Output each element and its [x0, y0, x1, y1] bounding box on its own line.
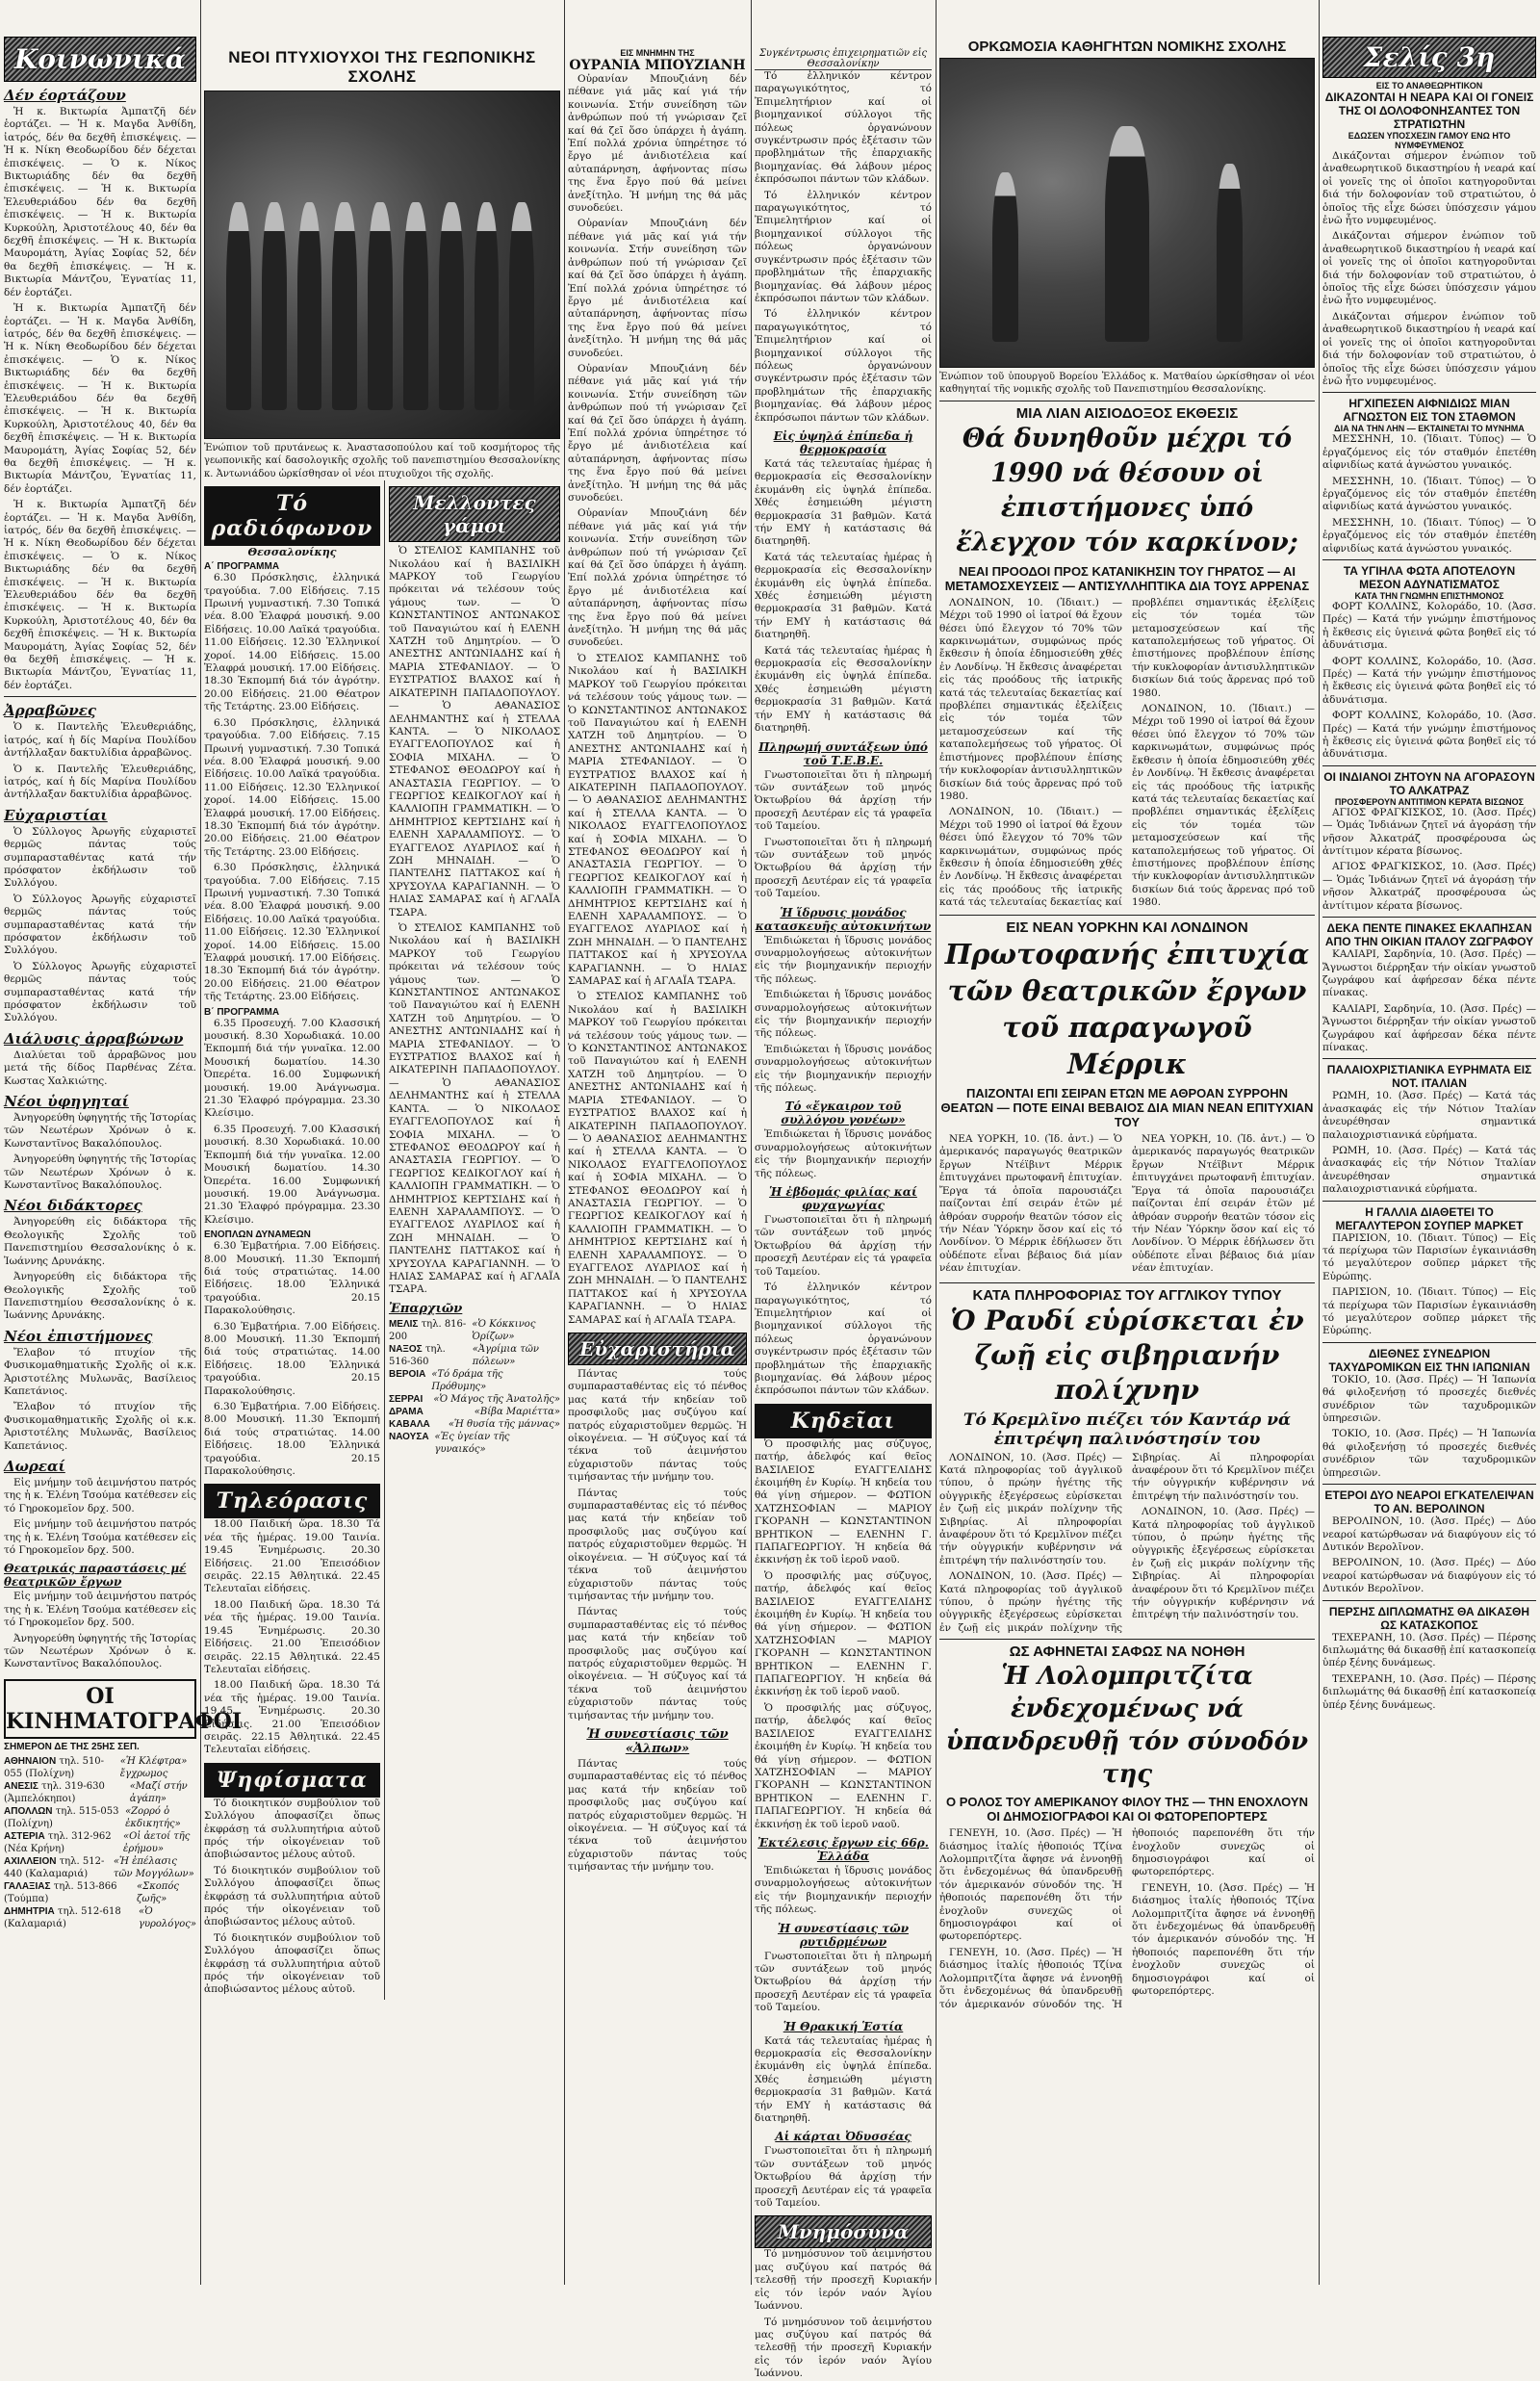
- radio-program-a: 6.30 Πρόσκλησις, ἑλληνικά τραγούδια. 7.00 Εἰδήσεις. 7.15 Πρωινή γυμναστική. 7.30 Τοπικά νέα. 8.00 Ἑλαφρά μουσική. 9.00 Εἰδήσεις. 10.00 Λαϊκά τραγούδια. 11.00 Εἰδήσεις. 12.30 Ἑλληνικοί χοροί. 14.00 Εἰδήσεις. 15.00 Ἑλαφρά μουσική. 17.00 Εἰδήσεις. 18.30 Ἐκπομπή διά τόν ἀγρότην. 20.00 Εἰδήσεις. 21.00 Θέατρον τῆς Τετάρτης. 23.00 Εἰδήσεις. 6.30 Πρόσκλησις, ἑλληνικά τραγούδια. 7.00 Εἰδήσεις. 7.15 Πρωινή γυμναστική. 7.30 Τοπικά νέα. 8.00 Ἑλαφρά μουσική. 9.00 Εἰδήσεις. 10.00 Λαϊκά τραγούδια. 11.00 Εἰδήσεις. 12.30 Ἑλληνικοί χοροί. 14.00 Εἰδήσεις. 15.00 Ἑλαφρά μουσική. 17.00 Εἰδήσεις. 18.30 Ἐκπομπή διά τόν ἀγρότην. 20.00 Εἰδήσεις. 21.00 Θέατρον τῆς Τετάρτης. 23.00 Εἰδήσεις. 6.30 Πρόσκλησις, ἑλληνικά τραγούδια. 7.00 Εἰδήσεις. 7.15 Πρωινή γυμναστική. 7.30 Τοπικά νέα. 8.00 Ἑλαφρά μουσική. 9.00 Εἰδήσεις. 10.00 Λαϊκά τραγούδια. 11.00 Εἰδήσεις. 12.30 Ἑλληνικοί χοροί. 14.00 Εἰδήσεις. 15.00 Ἑλαφρά μουσική. 17.00 Εἰδήσεις. 18.30 Ἐκπομπή διά τόν ἀγρότην. 20.00 Εἰδήσεις. 21.00 Θέατρον τῆς Τετάρτης. 23.00 Εἰδήσεις.: [204, 572, 380, 1003]
- tv-text: 18.00 Παιδική ὥρα. 18.30 Τά νέα τῆς ἡμέρας. 19.00 Ταινία. 19.45 Ἐνημέρωσις. 20.30 Εἰδήσεις. 21.00 Ἐπεισόδιον σειρᾶς. 22.15 Ἀθλητικά. 22.45 Τελευταῖαι εἰδήσεις. 18.00 Παιδική ὥρα. 18.30 Τά νέα τῆς ἡμέρας. 19.00 Ταινία. 19.45 Ἐνημέρωσις. 20.30 Εἰδήσεις. 21.00 Ἐπεισόδιον σειρᾶς. 22.15 Ἀθλητικά. 22.45 Τελευταῖαι εἰδήσεις. 18.00 Παιδική ὥρα. 18.30 Τά νέα τῆς ἡμέρας. 19.00 Ταινία. 19.45 Ἐνημέρωσις. 20.30 Εἰδήσεις. 21.00 Ἐπεισόδιον σειρᾶς. 22.15 Ἀθλητικά. 22.45 Τελευταῖαι εἰδήσεις.: [204, 1518, 380, 1756]
- meeting-headline: Συγκέντρωσις ἐπιχειρηματιῶν εἰς Θεσσαλονίκην: [755, 48, 932, 70]
- graduates-photo: [204, 91, 560, 439]
- radio-banner: Τό ραδιόφωνον: [204, 486, 380, 546]
- story2-kicker: ΕΙΣ ΝΕΑΝ ΥΟΡΚΗΝ ΚΑΙ ΛΟΝΔΙΝΟΝ: [1006, 919, 1248, 937]
- friendship-week-headline: Ἡ ἐβδομάς φιλίας καί φυχαγωγίας: [769, 1185, 917, 1213]
- obituary-title: ΟΥΡΑΝΙΑ ΜΠΟΥΖΙΑΝΗ: [569, 58, 746, 73]
- cards-text: Γνωστοποιεῖται ὅτι ἡ πληρωμή τῶν συντάξεων τοῦ μηνός Ὀκτωβρίου θά ἀρχίσῃ τήν προσεχῆ Δευτέραν εἰς τά γραφεῖα τοῦ Ταμείου.: [755, 2145, 932, 2210]
- cinema-name: ΑΣΤΕΡΙΑ: [4, 1830, 45, 1842]
- column-world-news: [939, 0, 1315, 2285]
- wire-subhead: ΔΙΑ ΝΑ ΤΗΝ ΛΗΝ — ΕΚΤΑΙΝΕΤΑΙ ΤΟ ΜΥΝΗΜΑ: [1334, 424, 1525, 434]
- wire-text: ΜΕΣΣΗΝΗ, 10. (Ἰδιαιτ. Τύπος) — Ὁ ἐργαζόμενος εἰς τόν σταθμόν ἐπετέθη αἰφνιδίως κατά ἀγνώστου γυναικός. ΜΕΣΣΗΝΗ, 10. (Ἰδιαιτ. Τύπος) — Ὁ ἐργαζόμενος εἰς τόν σταθμόν ἐπετέθη αἰφνιδίως κατά ἀγνώστου γυναικός. ΜΕΣΣΗΝΗ, 10. (Ἰδιαιτ. Τύπος) — Ὁ ἐργαζόμενος εἰς τόν σταθμόν ἐπετέθη αἰφνιδίως κατά ἀγνώστου γυναικός.: [1322, 433, 1536, 555]
- cinema-phone: τηλ. 510-055 (Πολίχνη): [4, 1755, 105, 1779]
- wire-text: ΤΕΧΕΡΑΝΗ, 10. (Ἀσσ. Πρές) — Πέρσης διπλωμάτης θά δικασθῇ ἐπί κατασκοπείᾳ ὑπέρ ξένης δυνάμεως. ΤΕΧΕΡΑΝΗ, 10. (Ἀσσ. Πρές) — Πέρσης διπλωμάτης θά δικασθῇ ἐπί κατασκοπείᾳ ὑπέρ ξένης δυνάμεως.: [1322, 1631, 1536, 1711]
- wire-headline: ΔΙΕΘΝΕΣ ΣΥΝΕΔΡΙΟΝ ΤΑΧΥΔΡΟΜΙΚΩΝ ΕΙΣ ΤΗΝ ΙΑΠΩΝΙΑΝ: [1328, 1346, 1530, 1374]
- cinema-row: [389, 1318, 560, 1343]
- section-text: Ἀνηγορεύθη ὑφηγητής τῆς Ἱστορίας τῶν Νεωτέρων Χρόνων ὁ κ. Κωνσταντῖνος Βακαλόπουλος. Ἀνηγορεύθη ὑφηγητής τῆς Ἱστορίας τῶν Νεωτέρων Χρόνων ὁ κ. Κωνσταντῖνος Βακαλόπουλος.: [4, 1112, 196, 1192]
- page-number-banner: Σελίς 3η: [1322, 37, 1536, 78]
- meeting-text: Τό ἑλληνικόν κέντρον παραγωγικότητος, τό Ἐπιμελητήριον καί οἱ βιομηχανικοί σύλλογοι τῆς πόλεως ὀργανώνουν συγκέντρωσιν πρός ἐξέτασιν τῶν προβλημάτων τῆς ἐπαρχιακῆς βιομηχανίας. Θά λάβουν μέρος ἐκπρόσωποι πάντων τῶν κλάδων. Τό ἑλληνικόν κέντρον παραγωγικότητος, τό Ἐπιμελητήριον καί οἱ βιομηχανικοί σύλλογοι τῆς πόλεως ὀργανώνουν συγκέντρωσιν πρός ἐξέτασιν τῶν προβλημάτων τῆς ἐπαρχιακῆς βιομηχανίας. Θά λάβουν μέρος ἐκπρόσωποι πάντων τῶν κλάδων. Τό ἑλληνικόν κέντρον παραγωγικότητος, τό Ἐπιμελητήριον καί οἱ βιομηχανικοί σύλλογοι τῆς πόλεως ὀργανώνουν συγκέντρωσιν πρός ἐξέτασιν τῶν προβλημάτων τῆς ἐπαρχιακῆς βιομηχανίας. Θά λάβουν μέρος ἐκπρόσωποι πάντων τῶν κλάδων.: [755, 70, 932, 424]
- temperature-text: Κατά τάς τελευταίας ἡμέρας ἡ θερμοκρασία εἰς Θεσσαλονίκην ἐκυμάνθη εἰς ὑψηλά ἐπίπεδα. Χθές ἐσημειώθη μέγιστη θερμοκρασία 31 βαθμῶν. Κατά τήν ΕΜΥ ἡ κατάστασις θά διατηρηθῆ. Κατά τάς τελευταίας ἡμέρας ἡ θερμοκρασία εἰς Θεσσαλονίκην ἐκυμάνθη εἰς ὑψηλά ἐπίπεδα. Χθές ἐσημειώθη μέγιστη θερμοκρασία 31 βαθμῶν. Κατά τήν ΕΜΥ ἡ κατάστασις θά διατηρηθῆ. Κατά τάς τελευταίας ἡμέρας ἡ θερμοκρασία εἰς Θεσσαλονίκην ἐκυμάνθη εἰς ὑψηλά ἐπίπεδα. Χθές ἐσημειώθη μέγιστη θερμοκρασία 31 βαθμῶν. Κατά τήν ΕΜΥ ἡ κατάστασις θά διατηρηθῆ.: [755, 457, 932, 735]
- funerals-banner: Κηδεῖαι: [755, 1404, 932, 1438]
- cinema-name: ΒΕΡΟΙΑ: [388, 1368, 426, 1380]
- wire-text: Δικάζονται σήμερον ἐνώπιον τοῦ ἀναθεωρητικοῦ δικαστηρίου ἡ νεαρά καί οἱ γονεῖς της οἱ ὁποῖοι κατηγοροῦνται διά τήν δολοφονίαν τοῦ στρατιώτου, ὁ ὁποῖος τῆς εἶχε δώσει ὑπόσχεσιν γάμου ἐνῶ ἦτο νυμφευμένος. Δικάζονται σήμερον ἐνώπιον τοῦ ἀναθεωρητικοῦ δικαστηρίου ἡ νεαρά καί οἱ γονεῖς της οἱ ὁποῖοι κατηγοροῦνται διά τήν δολοφονίαν τοῦ στρατιώτου, ὁ ὁποῖος τῆς εἶχε δώσει ὑπόσχεσιν γάμου ἐνῶ ἦτο νυμφευμένος. Δικάζονται σήμερον ἐνώπιον τοῦ ἀναθεωρητικοῦ δικαστηρίου ἡ νεαρά καί οἱ γονεῖς της οἱ ὁποῖοι κατηγοροῦνται διά τήν δολοφονίαν τοῦ στρατιώτου, ὁ ὁποῖος τῆς εἶχε δώσει ὑπόσχεσιν γάμου ἐνῶ ἦτο νυμφευμένος.: [1322, 150, 1536, 387]
- works-headline: Ἐκτέλεσις ἔργων εἰς 66ρ. Ἑλλάδα: [757, 1835, 929, 1863]
- cinema-list-provinces: [389, 1318, 560, 1456]
- cinema-film: «Ὁ Κόκκινος Ὁρίζων»: [472, 1318, 536, 1342]
- dinner-title: Ἡ συνεστίασις τῶν «Ἀλπων»: [586, 1726, 729, 1756]
- parents-text: Ἐπιδιώκεται ἡ ἵδρυσις μονάδος συναρμολογήσεως αὐτοκινήτων εἰς τήν βιομηχανικήν περιοχήν τῆς πόλεως.: [755, 1128, 932, 1179]
- cinema-row: [4, 1880, 196, 1905]
- pensions-text: Γνωστοποιεῖται ὅτι ἡ πληρωμή τῶν συντάξεων τοῦ μηνός Ὀκτωβρίου θά ἀρχίσῃ τήν προσεχῆ Δευτέραν εἰς τά γραφεῖα τοῦ Ταμείου. Γνωστοποιεῖται ὅτι ἡ πληρωμή τῶν συντάξεων τοῦ μηνός Ὀκτωβρίου θά ἀρχίσῃ τήν προσεχῆ Δευτέραν εἰς τά γραφεῖα τοῦ Ταμείου.: [755, 768, 932, 900]
- cinema-name: ΓΑΛΑΞΙΑΣ: [4, 1880, 51, 1892]
- cinema-row: [389, 1418, 560, 1431]
- koinonika-banner: Κοινωνικά: [4, 37, 196, 82]
- cinema-name: ΑΘΗΝΑΙΟΝ: [4, 1755, 57, 1767]
- section-text: Ἔλαβον τό πτυχίον τῆς Φυσικομαθηματικῆς Σχολῆς οἱ κ.κ. Ἀριστοτέλης Μυλωνᾶς, Βασίλειος Καπετάνιος. Ἔλαβον τό πτυχίον τῆς Φυσικομαθηματικῆς Σχολῆς οἱ κ.κ. Ἀριστοτέλης Μυλωνᾶς, Βασίλειος Καπετάνιος.: [4, 1346, 196, 1452]
- photo-header: ΝΕΟΙ ΠΤΥΧΙΟΥΧΟΙ ΤΗΣ ΓΕΩΠΟΝΙΚΗΣ ΣΧΟΛΗΣ: [228, 48, 536, 86]
- cinema-row: [4, 1805, 196, 1830]
- section-title: Ἀρραβῶνες: [4, 702, 97, 720]
- memorials-text: Τό μνημόσυνον τοῦ ἀειμνήστου μας συζύγου καί πατρός θά τελεσθῇ τήν προσεχῆ Κυριακήν εἰς τόν ἱερόν ναόν Ἁγίου Ἰωάννου. Τό μνημόσυνον τοῦ ἀειμνήστου μας συζύγου καί πατρός θά τελεσθῇ τήν προσεχῆ Κυριακήν εἰς τόν ἱερόν ναόν Ἁγίου Ἰωάννου.: [755, 2248, 932, 2380]
- armed-forces-title: ΕΝΟΠΛΩΝ ΔΥΝΑΜΕΩΝ: [204, 1229, 311, 1241]
- story3-kicker: ΚΑΤΑ ΠΛΗΡΟΦΟΡΙΑΣ ΤΟΥ ΑΓΓΛΙΚΟΥ ΤΥΠΟΥ: [972, 1286, 1282, 1304]
- wire-headline: ΟΙ ΙΝΔΙΑΝΟΙ ΖΗΤΟΥΝ ΝΑ ΑΓΟΡΑΣΟΥΝ ΤΟ ΑΛΚΑΤΡΑΖ: [1323, 769, 1535, 797]
- thanks-banner: Εὐχαριστήρια: [568, 1333, 747, 1365]
- section-text: Εἰς μνήμην τοῦ ἀειμνήστου πατρός της ἡ κ. Ἑλένη Τσούμα κατέθεσεν εἰς τό Γηροκομεῖον δρχ. 500. Ἀνηγορεύθη ὑφηγητής τῆς Ἱστορίας τῶν Νεωτέρων Χρόνων ὁ κ. Κωνσταντῖνος Βακαλόπουλος.: [4, 1591, 196, 1670]
- section-text: Ἀνηγορεύθη εἰς διδάκτορα τῆς Θεολογικῆς Σχολῆς τοῦ Πανεπιστημίου Θεσσαλονίκης ὁ κ. Ἰωάννης Δρυνάκης. Ἀνηγορεύθη εἰς διδάκτορα τῆς Θεολογικῆς Σχολῆς τοῦ Πανεπιστημίου Θεσσαλονίκης ὁ κ. Ἰωάννης Δρυνάκης.: [4, 1216, 196, 1322]
- photo-caption: Ἐνώπιον τοῦ πρυτάνεως κ. Ἀναστασοπούλου καί τοῦ κοσμήτορος τῆς γεωπονικῆς καί δασολογικῆς σχολῆς τοῦ πανεπιστημίου Θεσσαλονίκης κ. Ἀντωνιάδου ὡρκίσθησαν οἱ νέοι πτυχιοῦχοι τῆς σχολῆς.: [204, 443, 560, 479]
- cinema-film: «Ἡ Κλέφτρα» ἔγχρωμος: [119, 1755, 188, 1779]
- future-weddings-banner: Μελλοντες γάμοι: [389, 486, 560, 542]
- cinema-row: [389, 1343, 560, 1368]
- section-text: Εἰς μνήμην τοῦ ἀειμνήστου πατρός της ἡ κ. Ἑλένη Τσούμα κατέθεσεν εἰς τό Γηροκομεῖον δρχ. 500. Εἰς μνήμην τοῦ ἀειμνήστου πατρός της ἡ κ. Ἑλένη Τσούμα κατέθεσεν εἰς τό Γηροκομεῖον δρχ. 500.: [4, 1476, 196, 1556]
- cinema-row: [4, 1780, 196, 1805]
- cinema-film: «Οἱ ἀετοί τῆς ἐρήμου»: [123, 1830, 191, 1854]
- cinema-name: ΝΑΞΟΣ: [388, 1343, 423, 1355]
- wire-subhead: ΠΡΟΣΦΕΡΟΥΝ ΑΝΤΙΤΙΜΟΝ ΚΕΡΑΤΑ ΒΙΣΩΝΟΣ: [1334, 796, 1525, 807]
- cinema-row: [4, 1755, 196, 1780]
- dinner-text: Πάντας τούς συμπαρασταθέντας εἰς τό πένθος μας κατά τήν κηδείαν τοῦ προσφιλοῦς μας συζύγου καί πατρός εὐχαριστοῦμεν θερμῶς. Ἡ οἰκογένεια. — Ἡ σύζυγος καί τά τέκνα τοῦ ἀειμνήστου εὐχαριστοῦν πάντας τούς τιμήσαντας τήν μνήμην του.: [568, 1757, 747, 1874]
- wire-kicker: ΕΙΣ ΤΟ ΑΝΑΘΕΩΡΗΤΙΚΟΝ: [1375, 81, 1483, 91]
- radio-program-b: 6.35 Προσευχή. 7.00 Κλασσική μουσική. 8.30 Χορωδιακά. 10.00 Ἐκπομπή διά τήν γυναῖκα. 12.00 Μουσική δωματίου. 14.30 Ὀπερέτα. 16.00 Συμφωνική μουσική. 19.00 Ἀνάγνωσμα. 21.30 Ἐλαφρό πρόγραμμα. 23.30 Κλείσιμο. 6.35 Προσευχή. 7.00 Κλασσική μουσική. 8.30 Χορωδιακά. 10.00 Ἐκπομπή διά τήν γυναῖκα. 12.00 Μουσική δωματίου. 14.30 Ὀπερέτα. 16.00 Συμφωνική μουσική. 19.00 Ἀνάγνωσμα. 21.30 Ἐλαφρό πρόγραμμα. 23.30 Κλείσιμο.: [204, 1017, 380, 1226]
- column-rule: [936, 0, 937, 2285]
- cinema-name: ΔΗΜΗΤΡΙΑ: [4, 1905, 55, 1917]
- section-title: Δωρεαί: [4, 1457, 65, 1475]
- story4-text: ΓΕΝΕΥΗ, 10. (Ἀσσ. Πρές) — Ἡ διάσημος ἰταλίς ἠθοποιός Τζίνα Λολομπριτζίτα ἄφησε νά ἐννοηθῇ ὅτι ἐνδεχομένως θά ὑπανδρευθῇ τόν ἀμερικανόν σύνοδόν της. Ἡ ἠθοποιός παρεπονέθη ὅτι τήν ἐνοχλοῦν συνεχῶς οἱ δημοσιογράφοι καί οἱ φωτορεπόρτερς. ΓΕΝΕΥΗ, 10. (Ἀσσ. Πρές) — Ἡ διάσημος ἰταλίς ἠθοποιός Τζίνα Λολομπριτζίτα ἄφησε νά ἐννοηθῇ ὅτι ἐνδεχομένως θά ὑπανδρευθῇ τόν ἀμερικανόν σύνοδόν της. Ἡ ἠθοποιός παρεπονέθη ὅτι τήν ἐνοχλοῦν συνεχῶς οἱ δημοσιογράφοι καί οἱ φωτορεπόρτερς. ΓΕΝΕΥΗ, 10. (Ἀσσ. Πρές) — Ἡ διάσημος ἰταλίς ἠθοποιός Τζίνα Λολομπριτζίτα ἄφησε νά ἐννοηθῇ ὅτι ἐνδεχομένως θά ὑπανδρευθῇ τόν ἀμερικανόν σύνοδόν της. Ἡ ἠθοποιός παρεπονέθη ὅτι τήν ἐνοχλοῦν συνεχῶς οἱ δημοσιογράφοι καί οἱ φωτορεπόρτερς.: [939, 1827, 1315, 2010]
- cinema-film: «Βίβα Μαριέττα»: [474, 1406, 560, 1417]
- wire-headline: ΗΓΧΙΠΕΣΕΝ ΑΙΦΝΙΔΙΩΣ ΜΙΑΝ ΑΓΝΩΣΤΟΝ ΕΙΣ ΤΟΝ ΣΤΑΘΜΟΝ: [1343, 397, 1516, 425]
- wire-text: ΦΟΡΤ ΚΟΛΛΙΝΣ, Κολοράδο, 10. (Ἀσσ. Πρές) — Κατά τήν γνώμην ἐπιστήμονος ἡ ἔκθεσις εἰς ὑγιεινά φῶτα βοηθεῖ εἰς τό ἀδυνάτισμα. ΦΟΡΤ ΚΟΛΛΙΝΣ, Κολοράδο, 10. (Ἀσσ. Πρές) — Κατά τήν γνώμην ἐπιστήμονος ἡ ἔκθεσις εἰς ὑγιεινά φῶτα βοηθεῖ εἰς τό ἀδυνάτισμα. ΦΟΡΤ ΚΟΛΛΙΝΣ, Κολοράδο, 10. (Ἀσσ. Πρές) — Κατά τήν γνώμην ἐπιστήμονος ἡ ἔκθεσις εἰς ὑγιεινά φῶτα βοηθεῖ εἰς τό ἀδυνάτισμα.: [1322, 600, 1536, 761]
- section-title: Νέοι ὑφηγηταί: [4, 1093, 129, 1111]
- story1-kicker: ΜΙΑ ΛΙΑΝ ΑΙΣΙΟΔΟΞΟΣ ΕΚΘΕΣΙΣ: [1015, 404, 1239, 422]
- cinema-film: «Ζορρό ὁ ἐκδικητής»: [125, 1805, 181, 1829]
- section-title: Νέοι διδάκτορες: [4, 1197, 142, 1215]
- radio-program-a-title: Α΄ ΠΡΟΓΡΑΜΜΑ: [204, 561, 280, 573]
- oath-photo: [939, 58, 1315, 368]
- temperature-headline: Εἰς ὑψηλά ἐπίπεδα ἡ θερμοκρασία: [773, 428, 913, 456]
- cinema-film: «Τό δράμα τῆς Πρόθυμης»: [431, 1368, 503, 1392]
- cinema-film: «Ὁ Μάγος τῆς Ἀνατολῆς»: [433, 1393, 560, 1405]
- gathering-text: Γνωστοποιεῖται ὅτι ἡ πληρωμή τῶν συντάξεων τοῦ μηνός Ὀκτωβρίου θά ἀρχίσῃ τήν προσεχῆ Δευτέραν εἰς τά γραφεῖα τοῦ Ταμείου.: [755, 1950, 932, 2014]
- works-text: Ἐπιδιώκεται ἡ ἵδρυσις μονάδος συναρμολογήσεως αὐτοκινήτων εἰς τήν βιομηχανικήν περιοχήν τῆς πόλεως.: [755, 1864, 932, 1916]
- cinema-name: ΑΧΙΛΛΕΙΟΝ: [4, 1855, 57, 1867]
- story2-headline: Πρωτοφανής ἐπιτυχία τῶν θεατρικῶν ἔργων τοῦ παραγωγοῦ Μέρρικ: [944, 938, 1310, 1081]
- wire-text: ΚΑΛΙΑΡΙ, Σαρδηνία, 10. (Ἀσσ. Πρές) — Ἄγνωστοι διέρρηξαν τήν οἰκίαν γνωστοῦ ζωγράφου καί ἀφήρεσαν δέκα πέντε πίνακας. ΚΑΛΙΑΡΙ, Σαρδηνία, 10. (Ἀσσ. Πρές) — Ἄγνωστοι διέρρηξαν τήν οἰκίαν γνωστοῦ ζωγράφου καί ἀφήρεσαν δέκα πέντε πίνακας.: [1322, 948, 1536, 1053]
- cinema-row: [4, 1855, 196, 1880]
- wire-headline: ΕΤΕΡΟΙ ΔΥΟ ΝΕΑΡΟΙ ΕΓΚΑΤΕΛΕΙΨΑΝ ΤΟ ΑΝ. ΒΕΡΟΛΙΝΟΝ: [1324, 1488, 1534, 1516]
- column-rule: [1319, 0, 1320, 2285]
- cinema-film: «Ὁ γυρολόγος»: [138, 1905, 196, 1929]
- wire-subhead: ΕΔΩΣΕΝ ΥΠΟΣΧΕΣΙΝ ΓΑΜΟΥ ΕΝΩ ΗΤΟ ΝΥΜΦΕΥΜΕΝΟΣ: [1348, 131, 1511, 150]
- cinema-name: ΑΠΟΛΛΩΝ: [4, 1805, 53, 1817]
- column-photo-radio: [204, 0, 560, 2285]
- photo-header: ΟΡΚΩΜΟΣΙΑ ΚΑΘΗΓΗΤΩΝ ΝΟΜΙΚΗΣ ΣΧΟΛΗΣ: [967, 39, 1287, 55]
- wire-headline: Η ΓΑΛΛΙΑ ΔΙΑΘΕΤΕΙ ΤΟ ΜΕΓΑΛΥΤΕΡΟΝ ΣΟΥΠΕΡ ΜΑΡΚΕΤ: [1335, 1204, 1524, 1232]
- cinema-provinces-title: Ἐπαρχιῶν: [388, 1301, 463, 1316]
- cinema-phone: τηλ. 515-053 (Πολίχνη): [4, 1805, 119, 1829]
- wire-text: ΠΑΡΙΣΙΟΝ, 10. (Ἰδιαιτ. Τύπος) — Εἰς τά περίχωρα τῶν Παρισίων ἐγκαινιάσθη τό μεγαλύτερον σοῦπερ μάρκετ τῆς Εὐρώπης. ΠΑΡΙΣΙΟΝ, 10. (Ἰδιαιτ. Τύπος) — Εἰς τά περίχωρα τῶν Παρισίων ἐγκαινιάσθη τό μεγαλύτερον σοῦπερ μάρκετ τῆς Εὐρώπης.: [1322, 1231, 1536, 1337]
- section-title: Διάλυσις ἀρραβώνων: [4, 1029, 184, 1048]
- cinema-phone: τηλ. 513-866 (Τούμπα): [4, 1880, 117, 1904]
- wire-headline: ΠΕΡΣΗΣ ΔΙΠΛΩΜΑΤΗΣ ΘΑ ΔΙΚΑΣΘΗ ΩΣ ΚΑΤΑΣΚΟΠΟΣ: [1328, 1604, 1530, 1632]
- cinema-phone: τηλ. 512-618 (Καλαμαριά): [4, 1905, 121, 1929]
- section-text: Ἡ κ. Βικτωρία Ἀμπατζῆ δέν ἑορτάζει. — Ἡ κ. Μαγδα Ἀνθίδη, ἰατρός, δέν θα δεχθῆ ἐπισκέψεις. — Ἡ κ. Νίκη Θεοδωρίδου δέν δέχεται ἐπισκέψεις. — Ὁ κ. Νίκος Βικτωριάδης δέν θα δεχθῆ ἐπισκέψεις. — Ἡ κ. Βικτωρία Ἐλευθεριάδου δέν θα δεχθῆ ἐπισκέψεις. — Ἡ κ. Βικτωρία Κυρκούλη, Ἀριστοτέλους 40, δέν θα δεχθῆ ἐπισκέψεις. — Ἡ κ. Βικτωρία Μαυρομάτη, Ἀγίας Σοφίας 52, δέν θα δεχθῆ ἐπισκέψεις. — Ἡ κ. Βικτωρία Μάντζου, Ἐγνατίας 11, δέν ἑορτάζει. Ἡ κ. Βικτωρία Ἀμπατζῆ δέν ἑορτάζει. — Ἡ κ. Μαγδα Ἀνθίδη, ἰατρός, δέν θα δεχθῆ ἐπισκέψεις. — Ἡ κ. Νίκη Θεοδωρίδου δέν δέχεται ἐπισκέψεις. — Ὁ κ. Νίκος Βικτωριάδης δέν θα δεχθῆ ἐπισκέψεις. — Ἡ κ. Βικτωρία Ἐλευθεριάδου δέν θα δεχθῆ ἐπισκέψεις. — Ἡ κ. Βικτωρία Κυρκούλη, Ἀριστοτέλους 40, δέν θα δεχθῆ ἐπισκέψεις. — Ἡ κ. Βικτωρία Μαυρομάτη, Ἀγίας Σοφίας 52, δέν θα δεχθῆ ἐπισκέψεις. — Ἡ κ. Βικτωρία Μάντζου, Ἐγνατίας 11, δέν ἑορτάζει. Ἡ κ. Βικτωρία Ἀμπατζῆ δέν ἑορτάζει. — Ἡ κ. Μαγδα Ἀνθίδη, ἰατρός, δέν θα δεχθῆ ἐπισκέψεις. — Ἡ κ. Νίκη Θεοδωρίδου δέν δέχεται ἐπισκέψεις. — Ὁ κ. Νίκος Βικτωριάδης δέν θα δεχθῆ ἐπισκέψεις. — Ἡ κ. Βικτωρία Ἐλευθεριάδου δέν θα δεχθῆ ἐπισκέψεις. — Ἡ κ. Βικτωρία Κυρκούλη, Ἀριστοτέλους 40, δέν θα δεχθῆ ἐπισκέψεις. — Ἡ κ. Βικτωρία Μαυρομάτη, Ἀγίας Σοφίας 52, δέν θα δεχθῆ ἐπισκέψεις. — Ἡ κ. Βικτωρία Μάντζου, Ἐγνατίας 11, δέν ἑορτάζει.: [4, 106, 196, 691]
- resolutions-text: Τό διοικητικόν συμβούλιον τοῦ Συλλόγου ἀποφασίζει ὅπως ἐκφράσῃ τά συλλυπητήρια αὐτοῦ πρός τήν οἰκογένειαν τοῦ ἀποβιώσαντος μέλους αὐτοῦ. Τό διοικητικόν συμβούλιον τοῦ Συλλόγου ἀποφασίζει ὅπως ἐκφράσῃ τά συλλυπητήρια αὐτοῦ πρός τήν οἰκογένειαν τοῦ ἀποβιώσαντος μέλους αὐτοῦ. Τό διοικητικόν συμβούλιον τοῦ Συλλόγου ἀποφασίζει ὅπως ἐκφράσῃ τά συλλυπητήρια αὐτοῦ πρός τήν οἰκογένειαν τοῦ ἀποβιώσαντος μέλους αὐτοῦ.: [204, 1797, 380, 1996]
- story3-headline: Ὁ Ραυδί εὑρίσκεται ἐν ζωῇ εἰς σιβηριανήν πολίχνην: [950, 1304, 1304, 1406]
- cinema-row: [389, 1393, 560, 1406]
- gathering-headline: Ἡ συνεστίασις τῶν ρυτιδρμένων: [777, 1921, 910, 1949]
- column-obituary: [568, 0, 747, 2285]
- cinema-header: ΟΙ ΚΙΝΗΜΑΤΟΓΡΑΦΟΙ: [6, 1683, 243, 1734]
- wire-text: ΡΩΜΗ, 10. (Ἀσσ. Πρές) — Κατά τάς ἀνασκαφάς εἰς τήν Νότιον Ἰταλίαν ἀνευρέθησαν σημαντικά παλαιοχριστιανικά εὑρήματα. ΡΩΜΗ, 10. (Ἀσσ. Πρές) — Κατά τάς ἀνασκαφάς εἰς τήν Νότιον Ἰταλίαν ἀνευρέθησαν σημαντικά παλαιοχριστιανικά εὑρήματα.: [1322, 1090, 1536, 1196]
- cinema-film: «Ἡ θυσία τῆς μάννας»: [448, 1418, 560, 1430]
- story2-text: ΝΕΑ ΥΟΡΚΗ, 10. (Ἰδ. ἀντ.) — Ὁ ἀμερικανός παραγωγός θεατρικῶν ἔργων Ντέϊβιντ Μέρρικ ἐπιτυγχάνει πρωτοφανῆ ἐπιτυχίαν. Ἔργα τά ὁποῖα παρουσιάζει παίζονται ἐπί σειράν ἐτῶν μέ ἀθρόαν συρροήν θεατῶν τόσον εἰς τήν Νέαν Ὑόρκην ὅσον καί εἰς τό Λονδίνον. Ὁ Μέρρικ ἐδήλωσεν ὅτι οὐδέποτε εἶναι βέβαιος διά μίαν νέαν ἐπιτυχίαν. ΝΕΑ ΥΟΡΚΗ, 10. (Ἰδ. ἀντ.) — Ὁ ἀμερικανός παραγωγός θεατρικῶν ἔργων Ντέϊβιντ Μέρρικ ἐπιτυγχάνει πρωτοφανῆ ἐπιτυχίαν. Ἔργα τά ὁποῖα παρουσιάζει παίζονται ἐπί σειράν ἐτῶν μέ ἀθρόαν συρροήν θεατῶν τόσον εἰς τήν Νέαν Ὑόρκην ὅσον καί εἰς τό Λονδίνον. Ὁ Μέρρικ ἐδήλωσεν ὅτι οὐδέποτε εἶναι βέβαιος διά μίαν νέαν ἐπιτυχίαν.: [939, 1133, 1315, 1275]
- radio-program-b-title: Β΄ ΠΡΟΓΡΑΜΜΑ: [204, 1006, 280, 1018]
- column-local-news: [755, 0, 932, 2380]
- cinema-name: ΝΑΟΥΣΑ: [388, 1431, 429, 1442]
- story4-kicker: ΩΣ ΑΦΗΝΕΤΑΙ ΣΑΦΩΣ ΝΑ ΝΟΗΘΗ: [1009, 1643, 1245, 1661]
- car-factory-headline: Ἡ ἵδρυσις μονάδος κατασκευῆς αὐτοκινήτων: [755, 905, 932, 933]
- wire-headline: ΠΑΛΑΙΟΧΡΙΣΤΙΑΝΙΚΑ ΕΥΡΗΜΑΤΑ ΕΙΣ ΝΟΤ. ΙΤΑΛΙΑΝ: [1326, 1063, 1532, 1091]
- section-text: Ὁ Σύλλογος Ἀρωγῆς εὐχαριστεῖ θερμῶς πάντας τούς συμπαρασταθέντας κατά τήν πρόσφατον ἐκδήλωσιν τοῦ Συλλόγου. Ὁ Σύλλογος Ἀρωγῆς εὐχαριστεῖ θερμῶς πάντας τούς συμπαρασταθέντας κατά τήν πρόσφατον ἐκδήλωσιν τοῦ Συλλόγου. Ὁ Σύλλογος Ἀρωγῆς εὐχαριστεῖ θερμῶς πάντας τούς συμπαρασταθέντας κατά τήν πρόσφατον ἐκδήλωσιν τοῦ Συλλόγου.: [4, 825, 196, 1024]
- radio-subtitle: Θεσσαλονίκης: [247, 546, 337, 559]
- cinema-film: «Σκοπός ζωῆς»: [137, 1880, 179, 1904]
- column-rule: [200, 0, 201, 2285]
- cinema-name: ΚΑΒΑΛΑ: [388, 1418, 430, 1430]
- funerals-text: Ὁ προσφιλής μας σύζυγος, πατήρ, ἀδελφός καί θεῖος ΒΑΣΙΛΕΙΟΣ ΕΥΑΓΓΕΛΙΔΗΣ ἐκοιμήθη ἐν Κυρίῳ. Ἡ κηδεία του θά γίνῃ σήμερον. — ΦΩΤΙΟΝ ΧΑΤΖΗΣΟΦΙΑΝ — ΜΑΡΙΟΥ ΓΚΟΡΑΝΗ — ΚΩΝΣΤΑΝΤΙΝΟΝ ΒΡΗΤΙΚΟΝ — ΕΛΕΝΗΝ Γ. ΠΑΠΑΓΕΩΡΓΙΟΥ. Ἡ κηδεία θά ἐκκινήσῃ ἐκ τοῦ ἱεροῦ ναοῦ. Ὁ προσφιλής μας σύζυγος, πατήρ, ἀδελφός καί θεῖος ΒΑΣΙΛΕΙΟΣ ΕΥΑΓΓΕΛΙΔΗΣ ἐκοιμήθη ἐν Κυρίῳ. Ἡ κηδεία του θά γίνῃ σήμερον. — ΦΩΤΙΟΝ ΧΑΤΖΗΣΟΦΙΑΝ — ΜΑΡΙΟΥ ΓΚΟΡΑΝΗ — ΚΩΝΣΤΑΝΤΙΝΟΝ ΒΡΗΤΙΚΟΝ — ΕΛΕΝΗΝ Γ. ΠΑΠΑΓΕΩΡΓΙΟΥ. Ἡ κηδεία θά ἐκκινήσῃ ἐκ τοῦ ἱεροῦ ναοῦ. Ὁ προσφιλής μας σύζυγος, πατήρ, ἀδελφός καί θεῖος ΒΑΣΙΛΕΙΟΣ ΕΥΑΓΓΕΛΙΔΗΣ ἐκοιμήθη ἐν Κυρίῳ. Ἡ κηδεία του θά γίνῃ σήμερον. — ΦΩΤΙΟΝ ΧΑΤΖΗΣΟΦΙΑΝ — ΜΑΡΙΟΥ ΓΚΟΡΑΝΗ — ΚΩΝΣΤΑΝΤΙΝΟΝ ΒΡΗΤΙΚΟΝ — ΕΛΕΝΗΝ Γ. ΠΑΠΑΓΕΩΡΓΙΟΥ. Ἡ κηδεία θά ἐκκινήσῃ ἐκ τοῦ ἱεροῦ ναοῦ.: [755, 1437, 932, 1830]
- cinema-film: «Ἀγρίμια τῶν πόλεων»: [472, 1343, 539, 1367]
- obituary-kicker: ΕΙΣ ΜΝΗΜΗΝ ΤΗΣ: [620, 48, 695, 58]
- column-rule: [564, 0, 565, 2285]
- pensions-headline: Πληρωμή συντάξεων ὑπό τοῦ Τ.Ε.Β.Ε.: [758, 739, 928, 767]
- wire-text: ΑΓΙΟΣ ΦΡΑΓΚΙΣΚΟΣ, 10. (Ἀσσ. Πρές) — Ὁμάς Ἰνδιάνων ζητεῖ νά ἀγοράσῃ τήν νῆσον Ἀλκατράζ προσφέρουσα ὡς ἀντίτιμον κέρατα βίσωνος. ΑΓΙΟΣ ΦΡΑΓΚΙΣΚΟΣ, 10. (Ἀσσ. Πρές) — Ὁμάς Ἰνδιάνων ζητεῖ νά ἀγοράσῃ τήν νῆσον Ἀλκατράζ προσφέρουσα ὡς ἀντίτιμον κέρατα βίσωνος.: [1322, 806, 1536, 912]
- cinema-subheader: ΣΗΜΕΡΟΝ ΔΕ ΤΗΣ 25ΗΣ ΣΕΠ.: [4, 1741, 140, 1752]
- cinema-name: ΣΕΡΡΑΙ: [388, 1393, 424, 1405]
- story3-text: ΛΟΝΔΙΝΟΝ, 10. (Ἀσσ. Πρές) — Κατά πληροφορίας τοῦ ἀγγλικοῦ τύπου, ὁ πρώην ἡγέτης τῆς οὑγγρικῆς ἐξεγέρσεως εὑρίσκεται ἐν ζωῇ εἰς μικράν πολίχνην τῆς Σιβηρίας. Αἱ πληροφορίαι ἀναφέρουν ὅτι τό Κρεμλῖνον πιέζει τήν οὑγγρικήν κυβέρνησιν νά ἐπιτρέψη τήν παλινόστησίν του. ΛΟΝΔΙΝΟΝ, 10. (Ἀσσ. Πρές) — Κατά πληροφορίας τοῦ ἀγγλικοῦ τύπου, ὁ πρώην ἡγέτης τῆς οὑγγρικῆς ἐξεγέρσεως εὑρίσκεται ἐν ζωῇ εἰς μικράν πολίχνην τῆς Σιβηρίας. Αἱ πληροφορίαι ἀναφέρουν ὅτι τό Κρεμλῖνον πιέζει τήν οὑγγρικήν κυβέρνησιν νά ἐπιτρέψη τήν παλινόστησίν του. ΛΟΝΔΙΝΟΝ, 10. (Ἀσσ. Πρές) — Κατά πληροφορίας τοῦ ἀγγλικοῦ τύπου, ὁ πρώην ἡγέτης τῆς οὑγγρικῆς ἐξεγέρσεως εὑρίσκεται ἐν ζωῇ εἰς μικράν πολίχνην τῆς Σιβηρίας. Αἱ πληροφορίαι ἀναφέρουν ὅτι τό Κρεμλῖνον πιέζει τήν οὑγγρικήν κυβέρνησιν νά ἐπιτρέψη τήν παλινόστησίν του.: [939, 1451, 1315, 1634]
- friendship-week-text: Γνωστοποιεῖται ὅτι ἡ πληρωμή τῶν συντάξεων τοῦ μηνός Ὀκτωβρίου θά ἀρχίσῃ τήν προσεχῆ Δευτέραν εἰς τά γραφεῖα τοῦ Ταμείου. Τό ἑλληνικόν κέντρον παραγωγικότητος, τό Ἐπιμελητήριον καί οἱ βιομηχανικοί σύλλογοι τῆς πόλεως ὀργανώνουν συγκέντρωσιν πρός ἐξέτασιν τῶν προβλημάτων τῆς ἐπαρχιακῆς βιομηχανίας. Θά λάβουν μέρος ἐκπρόσωποι πάντων τῶν κλάδων.: [755, 1214, 932, 1397]
- cinema-film: «Ἐς ὑγείαν τῆς γυναικός»: [434, 1431, 510, 1455]
- tv-banner: Τηλεόρασις: [204, 1484, 380, 1518]
- wire-text: ΒΕΡΟΛΙΝΟΝ, 10. (Ἀσσ. Πρές) — Δύο νεαροί κατώρθωσαν νά διαφύγουν εἰς τό Δυτικόν Βερολῖνον. ΒΕΡΟΛΙΝΟΝ, 10. (Ἀσσ. Πρές) — Δύο νεαροί κατώρθωσαν νά διαφύγουν εἰς τό Δυτικόν Βερολῖνον.: [1322, 1515, 1536, 1595]
- cinema-list: [4, 1755, 196, 1930]
- cards-headline: Αἱ κάρται Ὀδυσσέας: [775, 2130, 911, 2144]
- cinema-name: ΑΝΕΣΙΣ: [4, 1780, 38, 1792]
- obituary-text: Οὐρανίαν Μπουζιάνη δέν πέθανε γιά μᾶς καί γιά τήν κοινωνία. Στήν συνείδηση τῶν ἀνθρώπων πού τή γνώρισαν ζεῖ καί θά ζεῖ ὅσο ὑπάρχει ἡ ἀγάπη. Ἐπί πολλά χρόνια ὑπηρέτησε τό ἔργο μέ ἀνιδιοτέλεια καί αὐταπάρνηση, ἀφήνοντας πίσω της ἕνα ἔργο πού θά μείνει ἀνεξίτηλο. Ἡ μνήμη της θά μᾶς συνοδεύει. Οὐρανίαν Μπουζιάνη δέν πέθανε γιά μᾶς καί γιά τήν κοινωνία. Στήν συνείδηση τῶν ἀνθρώπων πού τή γνώρισαν ζεῖ καί θά ζεῖ ὅσο ὑπάρχει ἡ ἀγάπη. Ἐπί πολλά χρόνια ὑπηρέτησε τό ἔργο μέ ἀνιδιοτέλεια καί αὐταπάρνηση, ἀφήνοντας πίσω της ἕνα ἔργο πού θά μείνει ἀνεξίτηλο. Ἡ μνήμη της θά μᾶς συνοδεύει. Οὐρανίαν Μπουζιάνη δέν πέθανε γιά μᾶς καί γιά τήν κοινωνία. Στήν συνείδηση τῶν ἀνθρώπων πού τή γνώρισαν ζεῖ καί θά ζεῖ ὅσο ὑπάρχει ἡ ἀγάπη. Ἐπί πολλά χρόνια ὑπηρέτησε τό ἔργο μέ ἀνιδιοτέλεια καί αὐταπάρνηση, ἀφήνοντας πίσω της ἕνα ἔργο πού θά μείνει ἀνεξίτηλο. Ἡ μνήμη της θά μᾶς συνοδεύει. Οὐρανίαν Μπουζιάνη δέν πέθανε γιά μᾶς καί γιά τήν κοινωνία. Στήν συνείδηση τῶν ἀνθρώπων πού τή γνώρισαν ζεῖ καί θά ζεῖ ὅσο ὑπάρχει ἡ ἀγάπη. Ἐπί πολλά χρόνια ὑπηρέτησε τό ἔργο μέ ἀνιδιοτέλεια καί αὐταπάρνηση, ἀφήνοντας πίσω της ἕνα ἔργο πού θά μείνει ἀνεξίτηλο. Ἡ μνήμη της θά μᾶς συνοδεύει.: [568, 73, 747, 649]
- section-title: Εὐχαριστίαι: [4, 806, 108, 824]
- thracian-headline: Ἡ Θρακική Ἑστία: [783, 2019, 904, 2033]
- memorials-banner: Μνημόσυνα: [755, 2215, 932, 2248]
- column-wire-news: [1322, 0, 1536, 2285]
- armed-forces-text: 6.30 Ἐμβατήρια. 7.00 Εἰδήσεις. 8.00 Μουσική. 11.30 Ἐκπομπή διά τούς στρατιώτας. 14.00 Εἰδήσεις. 18.00 Ἑλληνικά τραγούδια. 20.15 Παρακολούθησις. 6.30 Ἐμβατήρια. 7.00 Εἰδήσεις. 8.00 Μουσική. 11.30 Ἐκπομπή διά τούς στρατιώτας. 14.00 Εἰδήσεις. 18.00 Ἑλληνικά τραγούδια. 20.15 Παρακολούθησις. 6.30 Ἐμβατήρια. 7.00 Εἰδήσεις. 8.00 Μουσική. 11.30 Ἐκπομπή διά τούς στρατιώτας. 14.00 Εἰδήσεις. 18.00 Ἑλληνικά τραγούδια. 20.15 Παρακολούθησις.: [204, 1240, 380, 1478]
- wire-headline: ΔΕΚΑ ΠΕΝΤΕ ΠΙΝΑΚΕΣ ΕΚΛΑΠΗΣΑΝ ΑΠΟ ΤΗΝ ΟΙΚΙΑΝ ΙΤΑΛΟΥ ΖΩΓΡΑΦΟΥ: [1324, 921, 1534, 949]
- story3-subhead: Τό Κρεμλῖνο πιέζει τόν Καντάρ νά ἐπιτρέψη παλινόστησίν του: [962, 1410, 1292, 1449]
- story1-subhead: ΝΕΑΙ ΠΡΟΟΔΟΙ ΠΡΟΣ ΚΑΤΑΝΙΚΗΣΙΝ ΤΟΥ ΓΗΡΑΤΟΣ — ΑΙ ΜΕΤΑΜΟΣΧΕΥΣΕΙΣ — ΑΝΤΙΣΥΛΛΗΠΤΙΚΑ ΔΙΑ ΤΟΥΣ ΑΡΡΕΝΑΣ: [944, 563, 1310, 593]
- cinema-phone: τηλ. 512-440 (Καλαμαριά): [4, 1855, 105, 1879]
- section-text: Ὁ κ. Παντελῆς Ἐλευθεριάδης, ἰατρός, καί ἡ δίς Μαρίνα Πουλίδου ἀντήλλαξαν δακτυλίδια ἀρραβῶνος. Ὁ κ. Παντελῆς Ἐλευθεριάδης, ἰατρός, καί ἡ δίς Μαρίνα Πουλίδου ἀντήλλαξαν δακτυλίδια ἀρραβῶνος.: [4, 721, 196, 801]
- cinema-name: ΜΕΛΙΣ: [388, 1318, 419, 1330]
- future-weddings-text: Ὁ ΣΤΕΛΙΟΣ ΚΑΜΠΑΝΗΣ τοῦ Νικολάου καί ἡ ΒΑΣΙΛΙΚΗ ΜΑΡΚΟΥ τοῦ Γεωργίου πρόκειται νά τελέσουν τούς γάμους των. — Ὁ ΚΩΝΣΤΑΝΤΙΝΟΣ ΑΝΤΩΝΑΚΟΣ τοῦ Παναγιώτου καί ἡ ΕΛΕΝΗ ΧΑΤΖΗ τοῦ Δημητρίου. — Ὁ ΑΝΕΣΤΗΣ ΑΝΤΩΝΙΑΔΗΣ καί ἡ ΜΑΡΙΑ ΣΤΕΦΑΝΙΔΟΥ. — Ὁ ΕΥΣΤΡΑΤΙΟΣ ΒΛΑΧΟΣ καί ἡ ΑΙΚΑΤΕΡΙΝΗ ΠΑΠΑΔΟΠΟΥΛΟΥ. — Ὁ ΑΘΑΝΑΣΙΟΣ ΔΕΛΗΜΑΝΤΗΣ καί ἡ ΣΤΕΛΛΑ ΚΑΝΤΑ. — Ὁ ΝΙΚΟΛΑΟΣ ΕΥΑΓΓΕΛΟΠΟΥΛΟΣ καί ἡ ΣΟΦΙΑ ΜΙΧΑΗΛ. — Ὁ ΣΤΕΦΑΝΟΣ ΘΕΟΔΩΡΟΥ καί ἡ ΑΝΑΣΤΑΣΙΑ ΓΕΩΡΓΙΟΥ. — Ὁ ΓΕΩΡΓΙΟΣ ΚΕΔΙΚΟΓΛΟΥ καί ἡ ΚΑΛΛΙΟΠΗ ΓΡΑΜΜΑΤΙΚΗ. — Ὁ ΔΗΜΗΤΡΙΟΣ ΚΕΡΤΣΙΔΗΣ καί ἡ ΕΛΕΝΗ ΧΑΡΑΛΑΜΠΟΥΣ. — Ὁ ΕΥΑΓΓΕΛΟΣ ΛΥΔΡΙΛΟΣ καί ἡ ΖΩΗ ΜΗΝΑΙΔΗ. — Ὁ ΠΑΝΤΕΛΗΣ ΠΑΤΤΑΚΟΣ καί ἡ ΧΡΥΣΟΥΛΑ ΚΑΡΑΓΙΑΝΝΗ. — Ὁ ΗΛΙΑΣ ΣΑΜΑΡΑΣ καί ἡ ΑΓΛΑΪΑ ΤΣΑΡΑ. Ὁ ΣΤΕΛΙΟΣ ΚΑΜΠΑΝΗΣ τοῦ Νικολάου καί ἡ ΒΑΣΙΛΙΚΗ ΜΑΡΚΟΥ τοῦ Γεωργίου πρόκειται νά τελέσουν τούς γάμους των. — Ὁ ΚΩΝΣΤΑΝΤΙΝΟΣ ΑΝΤΩΝΑΚΟΣ τοῦ Παναγιώτου καί ἡ ΕΛΕΝΗ ΧΑΤΖΗ τοῦ Δημητρίου. — Ὁ ΑΝΕΣΤΗΣ ΑΝΤΩΝΙΑΔΗΣ καί ἡ ΜΑΡΙΑ ΣΤΕΦΑΝΙΔΟΥ. — Ὁ ΕΥΣΤΡΑΤΙΟΣ ΒΛΑΧΟΣ καί ἡ ΑΙΚΑΤΕΡΙΝΗ ΠΑΠΑΔΟΠΟΥΛΟΥ. — Ὁ ΑΘΑΝΑΣΙΟΣ ΔΕΛΗΜΑΝΤΗΣ καί ἡ ΣΤΕΛΛΑ ΚΑΝΤΑ. — Ὁ ΝΙΚΟΛΑΟΣ ΕΥΑΓΓΕΛΟΠΟΥΛΟΣ καί ἡ ΣΟΦΙΑ ΜΙΧΑΗΛ. — Ὁ ΣΤΕΦΑΝΟΣ ΘΕΟΔΩΡΟΥ καί ἡ ΑΝΑΣΤΑΣΙΑ ΓΕΩΡΓΙΟΥ. — Ὁ ΓΕΩΡΓΙΟΣ ΚΕΔΙΚΟΓΛΟΥ καί ἡ ΚΑΛΛΙΟΠΗ ΓΡΑΜΜΑΤΙΚΗ. — Ὁ ΔΗΜΗΤΡΙΟΣ ΚΕΡΤΣΙΔΗΣ καί ἡ ΕΛΕΝΗ ΧΑΡΑΛΑΜΠΟΥΣ. — Ὁ ΕΥΑΓΓΕΛΟΣ ΛΥΔΡΙΛΟΣ καί ἡ ΖΩΗ ΜΗΝΑΙΔΗ. — Ὁ ΠΑΝΤΕΛΗΣ ΠΑΤΤΑΚΟΣ καί ἡ ΧΡΥΣΟΥΛΑ ΚΑΡΑΓΙΑΝΝΗ. — Ὁ ΗΛΙΑΣ ΣΑΜΑΡΑΣ καί ἡ ΑΓΛΑΪΑ ΤΣΑΡΑ.: [388, 545, 560, 1296]
- cinema-phone: τηλ. 319-630 (Ἀμπελόκηποι): [4, 1780, 105, 1804]
- thanks-text: Πάντας τούς συμπαρασταθέντας εἰς τό πένθος μας κατά τήν κηδείαν τοῦ προσφιλοῦς μας συζύγου καί πατρός εὐχαριστοῦμεν θερμῶς. Ἡ οἰκογένεια. — Ἡ σύζυγος καί τά τέκνα τοῦ ἀειμνήστου εὐχαριστοῦν πάντας τούς τιμήσαντας τήν μνήμην του. Πάντας τούς συμπαρασταθέντας εἰς τό πένθος μας κατά τήν κηδείαν τοῦ προσφιλοῦς μας συζύγου καί πατρός εὐχαριστοῦμεν θερμῶς. Ἡ οἰκογένεια. — Ἡ σύζυγος καί τά τέκνα τοῦ ἀειμνήστου εὐχαριστοῦν πάντας τούς τιμήσαντας τήν μνήμην του. Πάντας τούς συμπαρασταθέντας εἰς τό πένθος μας κατά τήν κηδείαν τοῦ προσφιλοῦς μας συζύγου καί πατρός εὐχαριστοῦμεν θερμῶς. Ἡ οἰκογένεια. — Ἡ σύζυγος καί τά τέκνα τοῦ ἀειμνήστου εὐχαριστοῦν πάντας τούς τιμήσαντας τήν μνήμην του.: [568, 1368, 747, 1721]
- story4-subhead: Ο ΡΟΛΟΣ ΤΟΥ ΑΜΕΡΙΚΑΝΟΥ ΦΙΛΟΥ ΤΗΣ — ΤΗΝ ΕΝΟΧΛΟΥΝ ΟΙ ΔΗΜΟΣΙΟΓΡΑΦΟΙ ΚΑΙ ΟΙ ΦΩΤΟΡΕΠΟΡΤΕΡΣ: [946, 1795, 1308, 1825]
- photo-caption: Ἐνώπιον τοῦ ὑπουργοῦ Βορείου Ἑλλάδος κ. Ματθαίου ὡρκίσθησαν οἱ νέοι καθηγηταί τῆς νομικῆς σχολῆς τοῦ Πανεπιστημίου Θεσσαλονίκης.: [939, 372, 1315, 396]
- section-title: Νέοι ἐπιστήμονες: [4, 1327, 153, 1345]
- cinema-film: «Ἡ ἐπέλασις τῶν Μογγόλων»: [113, 1855, 194, 1879]
- column-rule: [751, 0, 752, 2285]
- cinema-row: [4, 1830, 196, 1855]
- car-factory-text: Ἐπιδιώκεται ἡ ἵδρυσις μονάδος συναρμολογήσεως αὐτοκινήτων εἰς τήν βιομηχανικήν περιοχήν τῆς πόλεως. Ἐπιδιώκεται ἡ ἵδρυσις μονάδος συναρμολογήσεως αὐτοκινήτων εἰς τήν βιομηχανικήν περιοχήν τῆς πόλεως. Ἐπιδιώκεται ἡ ἵδρυσις μονάδος συναρμολογήσεως αὐτοκινήτων εἰς τήν βιομηχανικήν περιοχήν τῆς πόλεως.: [755, 934, 932, 1095]
- story1-text: ΛΟΝΔΙΝΟΝ, 10. (Ἰδιαιτ.) — Μέχρι τοῦ 1990 οἱ ἰατροί θά ἔχουν θέσει ὑπό ἔλεγχον τό 70% τῶν καρκινωμάτων, συμφώνως πρός ἔκθεσιν ἡ ὁποία ἐδημοσιεύθη χθές ἐν Λονδίνῳ. Ἡ ἔκθεσις ἀναφέρεται εἰς τάς προόδους τῆς ἰατρικῆς κατά τάς τελευταίας δεκαετίας καί προβλέπει σημαντικάς ἐξελίξεις εἰς τόν τομέα τῶν μεταμοσχεύσεων καί τῆς καταπολεμήσεως τοῦ γήρατος. Οἱ ἐπιστήμονες προβλέπουν ἐπίσης τήν κυκλοφορίαν ἀντισυλληπτικῶν δισκίων διά τούς ἄρρενας πρό τοῦ 1980. ΛΟΝΔΙΝΟΝ, 10. (Ἰδιαιτ.) — Μέχρι τοῦ 1990 οἱ ἰατροί θά ἔχουν θέσει ὑπό ἔλεγχον τό 70% τῶν καρκινωμάτων, συμφώνως πρός ἔκθεσιν ἡ ὁποία ἐδημοσιεύθη χθές ἐν Λονδίνῳ. Ἡ ἔκθεσις ἀναφέρεται εἰς τάς προόδους τῆς ἰατρικῆς κατά τάς τελευταίας δεκαετίας καί προβλέπει σημαντικάς ἐξελίξεις εἰς τόν τομέα τῶν μεταμοσχεύσεων καί τῆς καταπολεμήσεως τοῦ γήρατος. Οἱ ἐπιστήμονες προβλέπουν ἐπίσης τήν κυκλοφορίαν ἀντισυλληπτικῶν δισκίων διά τούς ἄρρενας πρό τοῦ 1980. ΛΟΝΔΙΝΟΝ, 10. (Ἰδιαιτ.) — Μέχρι τοῦ 1990 οἱ ἰατροί θά ἔχουν θέσει ὑπό ἔλεγχον τό 70% τῶν καρκινωμάτων, συμφώνως πρός ἔκθεσιν ἡ ὁποία ἐδημοσιεύθη χθές ἐν Λονδίνῳ. Ἡ ἔκθεσις ἀναφέρεται εἰς τάς προόδους τῆς ἰατρικῆς κατά τάς τελευταίας δεκαετίας καί προβλέπει σημαντικάς ἐξελίξεις εἰς τόν τομέα τῶν μεταμοσχεύσεων καί τῆς καταπολεμήσεως τοῦ γήρατος. Οἱ ἐπιστήμονες προβλέπουν ἐπίσης τήν κυκλοφορίαν ἀντισυλληπτικῶν δισκίων διά τούς ἄρρενας πρό τοῦ 1980.: [939, 596, 1315, 909]
- cinema-phone: τηλ. 312-962 (Νέα Κρήνη): [4, 1830, 112, 1854]
- wire-headline: ΤΑ ΥΓΙΗΛΑ ΦΩΤΑ ΑΠΟΤΕΛΟΥΝ ΜΕΣΟΝ ΑΔΥΝΑΤΙΣΜΑΤΟΣ: [1343, 563, 1516, 591]
- thracian-text: Κατά τάς τελευταίας ἡμέρας ἡ θερμοκρασία εἰς Θεσσαλονίκην ἐκυμάνθη εἰς ὑψηλά ἐπίπεδα. Χθές ἐσημειώθη μέγιστη θερμοκρασία 31 βαθμῶν. Κατά τήν ΕΜΥ ἡ κατάστασις θά διατηρηθῆ.: [755, 2034, 932, 2125]
- story4-headline: Ἡ Λολομπριτζίτα ἐνδεχομένως νά ὑπανδρευθῇ τόν σύνοδόν της: [945, 1662, 1309, 1790]
- wire-headline: ΔΙΚΑΖΟΝΤΑΙ Η ΝΕΑΡΑ ΚΑΙ ΟΙ ΓΟΝΕΙΣ ΤΗΣ ΟΙ ΔΟΛΟΦΟΝΗΣΑΝΤΕΣ ΤΟΝ ΣΤΡΑΤΙΩΤΗΝ: [1324, 91, 1534, 131]
- cinema-phone: τηλ. 516-360: [388, 1343, 446, 1367]
- resolutions-banner: Ψηφίσματα: [204, 1763, 380, 1798]
- section-title: Δέν έορτάζουν: [4, 87, 126, 104]
- weddings-list: Ὁ ΣΤΕΛΙΟΣ ΚΑΜΠΑΝΗΣ τοῦ Νικολάου καί ἡ ΒΑΣΙΛΙΚΗ ΜΑΡΚΟΥ τοῦ Γεωργίου πρόκειται νά τελέσουν τούς γάμους των. — Ὁ ΚΩΝΣΤΑΝΤΙΝΟΣ ΑΝΤΩΝΑΚΟΣ τοῦ Παναγιώτου καί ἡ ΕΛΕΝΗ ΧΑΤΖΗ τοῦ Δημητρίου. — Ὁ ΑΝΕΣΤΗΣ ΑΝΤΩΝΙΑΔΗΣ καί ἡ ΜΑΡΙΑ ΣΤΕΦΑΝΙΔΟΥ. — Ὁ ΕΥΣΤΡΑΤΙΟΣ ΒΛΑΧΟΣ καί ἡ ΑΙΚΑΤΕΡΙΝΗ ΠΑΠΑΔΟΠΟΥΛΟΥ. — Ὁ ΑΘΑΝΑΣΙΟΣ ΔΕΛΗΜΑΝΤΗΣ καί ἡ ΣΤΕΛΛΑ ΚΑΝΤΑ. — Ὁ ΝΙΚΟΛΑΟΣ ΕΥΑΓΓΕΛΟΠΟΥΛΟΣ καί ἡ ΣΟΦΙΑ ΜΙΧΑΗΛ. — Ὁ ΣΤΕΦΑΝΟΣ ΘΕΟΔΩΡΟΥ καί ἡ ΑΝΑΣΤΑΣΙΑ ΓΕΩΡΓΙΟΥ. — Ὁ ΓΕΩΡΓΙΟΣ ΚΕΔΙΚΟΓΛΟΥ καί ἡ ΚΑΛΛΙΟΠΗ ΓΡΑΜΜΑΤΙΚΗ. — Ὁ ΔΗΜΗΤΡΙΟΣ ΚΕΡΤΣΙΔΗΣ καί ἡ ΕΛΕΝΗ ΧΑΡΑΛΑΜΠΟΥΣ. — Ὁ ΕΥΑΓΓΕΛΟΣ ΛΥΔΡΙΛΟΣ καί ἡ ΖΩΗ ΜΗΝΑΙΔΗ. — Ὁ ΠΑΝΤΕΛΗΣ ΠΑΤΤΑΚΟΣ καί ἡ ΧΡΥΣΟΥΛΑ ΚΑΡΑΓΙΑΝΝΗ. — Ὁ ΗΛΙΑΣ ΣΑΜΑΡΑΣ καί ἡ ΑΓΛΑΪΑ ΤΣΑΡΑ. Ὁ ΣΤΕΛΙΟΣ ΚΑΜΠΑΝΗΣ τοῦ Νικολάου καί ἡ ΒΑΣΙΛΙΚΗ ΜΑΡΚΟΥ τοῦ Γεωργίου πρόκειται νά τελέσουν τούς γάμους των. — Ὁ ΚΩΝΣΤΑΝΤΙΝΟΣ ΑΝΤΩΝΑΚΟΣ τοῦ Παναγιώτου καί ἡ ΕΛΕΝΗ ΧΑΤΖΗ τοῦ Δημητρίου. — Ὁ ΑΝΕΣΤΗΣ ΑΝΤΩΝΙΑΔΗΣ καί ἡ ΜΑΡΙΑ ΣΤΕΦΑΝΙΔΟΥ. — Ὁ ΕΥΣΤΡΑΤΙΟΣ ΒΛΑΧΟΣ καί ἡ ΑΙΚΑΤΕΡΙΝΗ ΠΑΠΑΔΟΠΟΥΛΟΥ. — Ὁ ΑΘΑΝΑΣΙΟΣ ΔΕΛΗΜΑΝΤΗΣ καί ἡ ΣΤΕΛΛΑ ΚΑΝΤΑ. — Ὁ ΝΙΚΟΛΑΟΣ ΕΥΑΓΓΕΛΟΠΟΥΛΟΣ καί ἡ ΣΟΦΙΑ ΜΙΧΑΗΛ. — Ὁ ΣΤΕΦΑΝΟΣ ΘΕΟΔΩΡΟΥ καί ἡ ΑΝΑΣΤΑΣΙΑ ΓΕΩΡΓΙΟΥ. — Ὁ ΓΕΩΡΓΙΟΣ ΚΕΔΙΚΟΓΛΟΥ καί ἡ ΚΑΛΛΙΟΠΗ ΓΡΑΜΜΑΤΙΚΗ. — Ὁ ΔΗΜΗΤΡΙΟΣ ΚΕΡΤΣΙΔΗΣ καί ἡ ΕΛΕΝΗ ΧΑΡΑΛΑΜΠΟΥΣ. — Ὁ ΕΥΑΓΓΕΛΟΣ ΛΥΔΡΙΛΟΣ καί ἡ ΖΩΗ ΜΗΝΑΙΔΗ. — Ὁ ΠΑΝΤΕΛΗΣ ΠΑΤΤΑΚΟΣ καί ἡ ΧΡΥΣΟΥΛΑ ΚΑΡΑΓΙΑΝΝΗ. — Ὁ ΗΛΙΑΣ ΣΑΜΑΡΑΣ καί ἡ ΑΓΛΑΪΑ ΤΣΑΡΑ.: [568, 652, 747, 1326]
- cinema-row: [4, 1905, 196, 1930]
- cinema-film: «Μαζί στήν ἀγάπη»: [129, 1780, 188, 1804]
- cinema-row: [389, 1406, 560, 1418]
- cinema-name: ΔΡΑΜΑ: [388, 1406, 424, 1417]
- story2-subhead: ΠΑΙΖΟΝΤΑΙ ΕΠΙ ΣΕΙΡΑΝ ΕΤΩΝ ΜΕ ΑΘΡΟΑΝ ΣΥΡΡΟΗΝ ΘΕΑΤΩΝ — ΠΟΤΕ ΕΙΝΑΙ ΒΕΒΑΙΟΣ ΔΙΑ ΜΙΑΝ ΝΕΑΝ ΕΠΙΤΥΧΙΑΝ ΤΟΥ: [940, 1086, 1314, 1130]
- cinema-phone: τηλ. 816-200: [388, 1318, 467, 1342]
- wire-text: ΤΟΚΙΟ, 10. (Ἀσσ. Πρές) — Ἡ Ἰαπωνία θά φιλοξενήσῃ τό προσεχές διεθνές συνέδριον τῶν ταχυδρομικῶν ὑπηρεσιῶν. ΤΟΚΙΟ, 10. (Ἀσσ. Πρές) — Ἡ Ἰαπωνία θά φιλοξενήσῃ τό προσεχές διεθνές συνέδριον τῶν ταχυδρομικῶν ὑπηρεσιῶν.: [1322, 1373, 1536, 1479]
- cinema-row: [389, 1431, 560, 1456]
- parents-headline: Τό «ἔγκαιρον τοῦ συλλόγου γονέων»: [781, 1100, 906, 1127]
- cinema-row: [389, 1368, 560, 1393]
- section-title: Θεατρικάς παραστάσεις μέ θεατρικῶν ἔργων: [4, 1562, 187, 1590]
- section-text: Διαλύεται τοῦ ἀρραβῶνος μου μετά τῆς δίδος Παρθένας Ζέτα. Κωστας Χαλκιώτης.: [4, 1048, 196, 1087]
- wire-subhead: ΚΑΤΑ ΤΗΝ ΓΝΩΜΗΝ ΕΠΙΣΤΗΜΟΝΟΣ: [1354, 590, 1504, 601]
- story1-headline: Θά δυνηθοῦν μέχρι τό 1990 νά θέσουν οἱ ἐπιστήμονες ὑπό ἔλεγχον τόν καρκίνον;: [956, 423, 1298, 557]
